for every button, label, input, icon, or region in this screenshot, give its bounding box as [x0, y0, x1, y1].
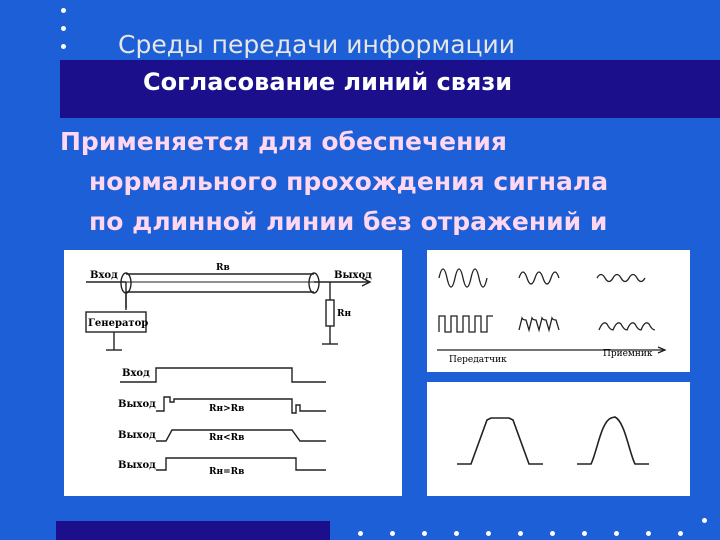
slide-subtitle: Согласование линий связи [143, 68, 513, 96]
slide-title: Среды передачи информации [118, 30, 516, 59]
timing-row-condition: Rн>Rв [209, 404, 245, 414]
timing-row-label: Выход [118, 399, 156, 410]
body-line: по длинной линии без отражений и [89, 207, 608, 236]
body-text [60, 122, 710, 250]
circuit-figure [64, 250, 402, 496]
footer-dot [582, 531, 587, 536]
footer-dot [518, 531, 523, 536]
transmitter-label: Передатчик [449, 355, 507, 365]
timing-row-condition: Rн<Rв [209, 433, 245, 443]
receiver-label: Приемник [603, 349, 653, 359]
line-resistance-label: Rв [216, 263, 230, 273]
footer-dot [614, 531, 619, 536]
footer-bar [56, 521, 330, 540]
footer-dot [702, 518, 707, 523]
footer-dot [422, 531, 427, 536]
footer-dot [390, 531, 395, 536]
bullet-dot [61, 8, 66, 13]
timing-row-label: Выход [118, 430, 156, 441]
bullet-dot [61, 26, 66, 31]
footer-dot [454, 531, 459, 536]
timing-row-condition: Rн=Rв [209, 467, 245, 477]
timing-row-label: Выход [118, 460, 156, 471]
footer-dot [678, 531, 683, 536]
footer-dot [486, 531, 491, 536]
footer-dot [550, 531, 555, 536]
bullet-dot [61, 44, 66, 49]
output-label: Выход [334, 270, 372, 281]
footer-dot [358, 531, 363, 536]
signal-figure [427, 250, 690, 372]
input-label: Вход [90, 270, 118, 281]
footer-dot [646, 531, 651, 536]
pulse-figure [427, 382, 690, 496]
body-line: нормального прохождения сигнала [89, 167, 609, 196]
body-line: Применяется для обеспечения [60, 127, 507, 156]
generator-label: Генератор [88, 318, 149, 329]
timing-row-label: Вход [122, 368, 150, 379]
load-resistance-label: Rн [337, 309, 352, 319]
